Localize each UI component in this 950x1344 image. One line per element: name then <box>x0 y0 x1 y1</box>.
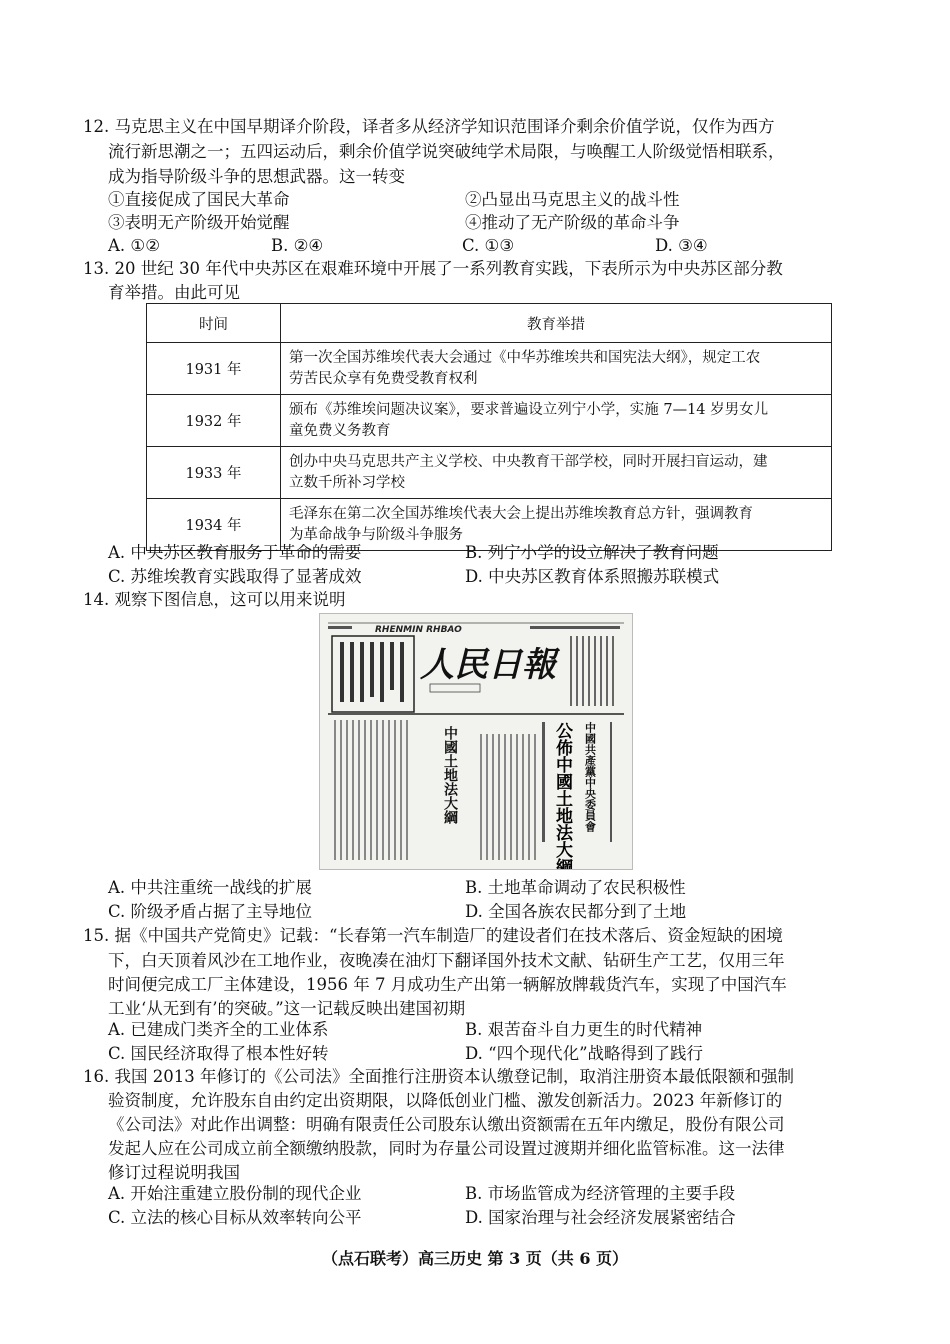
q16-option-b: B. 市场监管成为经济管理的主要手段 <box>465 1184 736 1203</box>
table-row <box>147 343 832 395</box>
q15-stem-line-2: 下，白天顶着风沙在工地作业，夜晚凑在油灯下翻译国外技术文献、钻研生产工艺，仅用三年 <box>108 951 785 970</box>
q12-option-c: C. ①③ <box>462 236 515 255</box>
q13-option-a: A. 中央苏区教育服务于革命的需要 <box>108 543 362 562</box>
masthead-en: RHENMIN RHBAO <box>375 625 462 635</box>
q12-item-3: ③表明无产阶级开始觉醒 <box>108 213 290 232</box>
q16-stem-line-2: 验资制度，允许股东自由约定出资期限，以降低创业门槛、激发创新活力。2023 年新修订的 <box>108 1091 783 1110</box>
q13-option-c: C. 苏维埃教育实践取得了显著成效 <box>108 567 362 586</box>
q15-stem-line-1: 15. 据《中国共产党简史》记载：“长春第一汽车制造厂的建设者们在技术落后、资金短缺的困境 <box>83 926 783 945</box>
row-year: 1932 年 <box>147 395 281 447</box>
q14-option-b: B. 土地革命调动了农民积极性 <box>465 878 686 897</box>
q12-option-b: B. ②④ <box>271 236 324 255</box>
q13-option-d: D. 中央苏区教育体系照搬苏联模式 <box>465 567 720 586</box>
q12-option-a: A. ①② <box>108 236 160 255</box>
q14-option-a: A. 中共注重统一战线的扩展 <box>108 878 312 897</box>
q12-stem-line-3: 成为指导阶级斗争的思想武器。这一转变 <box>108 167 405 186</box>
q15-stem-line-4: 工业‘从无到有’的突破。”这一记载反映出建国初期 <box>108 999 466 1018</box>
q12-item-1: ①直接促成了国民大革命 <box>108 190 290 209</box>
q12-stem-line-2: 流行新思潮之一；五四运动后，剩余价值学说突破纯学术局限，与唤醒工人阶级觉悟相联系， <box>108 142 785 161</box>
table-row <box>147 447 832 499</box>
q14-stem: 14. 观察下图信息，这可以用来说明 <box>83 590 346 609</box>
page-footer: （点石联考）高三历史 第 3 页（共 6 页） <box>321 1249 629 1268</box>
q15-stem-line-3: 时间便完成工厂主体建设，1956 年 7 月成功生产出第一辆解放牌载货汽车，实现了中国汽车 <box>108 975 787 994</box>
headline-main: 公佈中國土地法大綱 <box>552 722 572 869</box>
headline-sub: 中國共產黨中央委員會 <box>583 722 597 832</box>
q12-stem-line-1: 12. 马克思主义在中国早期译介阶段，译者多从经济学知识范围译介剩余价值学说，仅作为西方 <box>83 117 775 136</box>
row-measure: 创办中央马克思共产主义学校、中央教育干部学校，同时开展扫盲运动，建 立数千所补习学校 <box>281 447 832 499</box>
newspaper-image <box>319 613 633 870</box>
education-measures-table <box>146 303 832 551</box>
table-row <box>147 395 832 447</box>
q16-option-a: A. 开始注重建立股份制的现代企业 <box>108 1184 362 1203</box>
q12-item-2: ②凸显出马克思主义的战斗性 <box>465 190 680 209</box>
row-year: 1933 年 <box>147 447 281 499</box>
q16-stem-line-1: 16. 我国 2013 年修订的《公司法》全面推行注册资本认缴登记制，取消注册资本最低限额和强制 <box>83 1067 794 1086</box>
q16-stem-line-5: 修订过程说明我国 <box>108 1163 240 1182</box>
table-header-row <box>147 304 832 343</box>
q15-option-b: B. 艰苦奋斗自力更生的时代精神 <box>465 1020 703 1039</box>
q15-option-c: C. 国民经济取得了根本性好转 <box>108 1044 329 1063</box>
q13-stem-line-2: 育举措。由此可见 <box>108 283 240 302</box>
q12-option-d: D. ③④ <box>655 236 708 255</box>
row-measure: 毛泽东在第二次全国苏维埃代表大会上提出苏维埃教育总方针，强调教育 为革命战争与阶级斗争服务 <box>281 499 832 551</box>
header-measures: 教育举措 <box>281 304 832 343</box>
q16-stem-line-4: 发起人应在公司成立前全额缴纳股款，同时为存量公司设置过渡期并细化监管标准。这一法律 <box>108 1139 785 1158</box>
q13-option-b: B. 列宁小学的设立解决了教育问题 <box>465 543 719 562</box>
row-measure: 颁布《苏维埃问题决议案》，要求普遍设立列宁小学，实施 7—14 岁男女儿 童免费义务教育 <box>281 395 832 447</box>
header-time: 时间 <box>147 304 281 343</box>
row-year: 1931 年 <box>147 343 281 395</box>
row-year: 1934 年 <box>147 499 281 551</box>
q13-stem-line-1: 13. 20 世纪 30 年代中央苏区在艰难环境中开展了一系列教育实践，下表所示为中央苏区部分教 <box>83 259 783 278</box>
row-measure: 第一次全国苏维埃代表大会通过《中华苏维埃共和国宪法大纲》，规定工农 劳苦民众享有免费受教育权利 <box>281 343 832 395</box>
masthead-cn: 人民日報 <box>420 645 556 685</box>
q15-option-a: A. 已建成门类齐全的工业体系 <box>108 1020 329 1039</box>
q16-option-d: D. 国家治理与社会经济发展紧密结合 <box>465 1208 736 1227</box>
q12-item-4: ④推动了无产阶级的革命斗争 <box>465 213 680 232</box>
q16-stem-line-3: 《公司法》对此作出调整：明确有限责任公司股东认缴出资额需在五年内缴足，股份有限公司 <box>108 1115 785 1134</box>
headline-left: 中國土地法大綱 <box>442 726 458 824</box>
q14-option-d: D. 全国各族农民都分到了土地 <box>465 902 687 921</box>
q15-option-d: D. “四个现代化”战略得到了践行 <box>465 1044 704 1063</box>
q16-option-c: C. 立法的核心目标从效率转向公平 <box>108 1208 362 1227</box>
q14-option-c: C. 阶级矛盾占据了主导地位 <box>108 902 313 921</box>
